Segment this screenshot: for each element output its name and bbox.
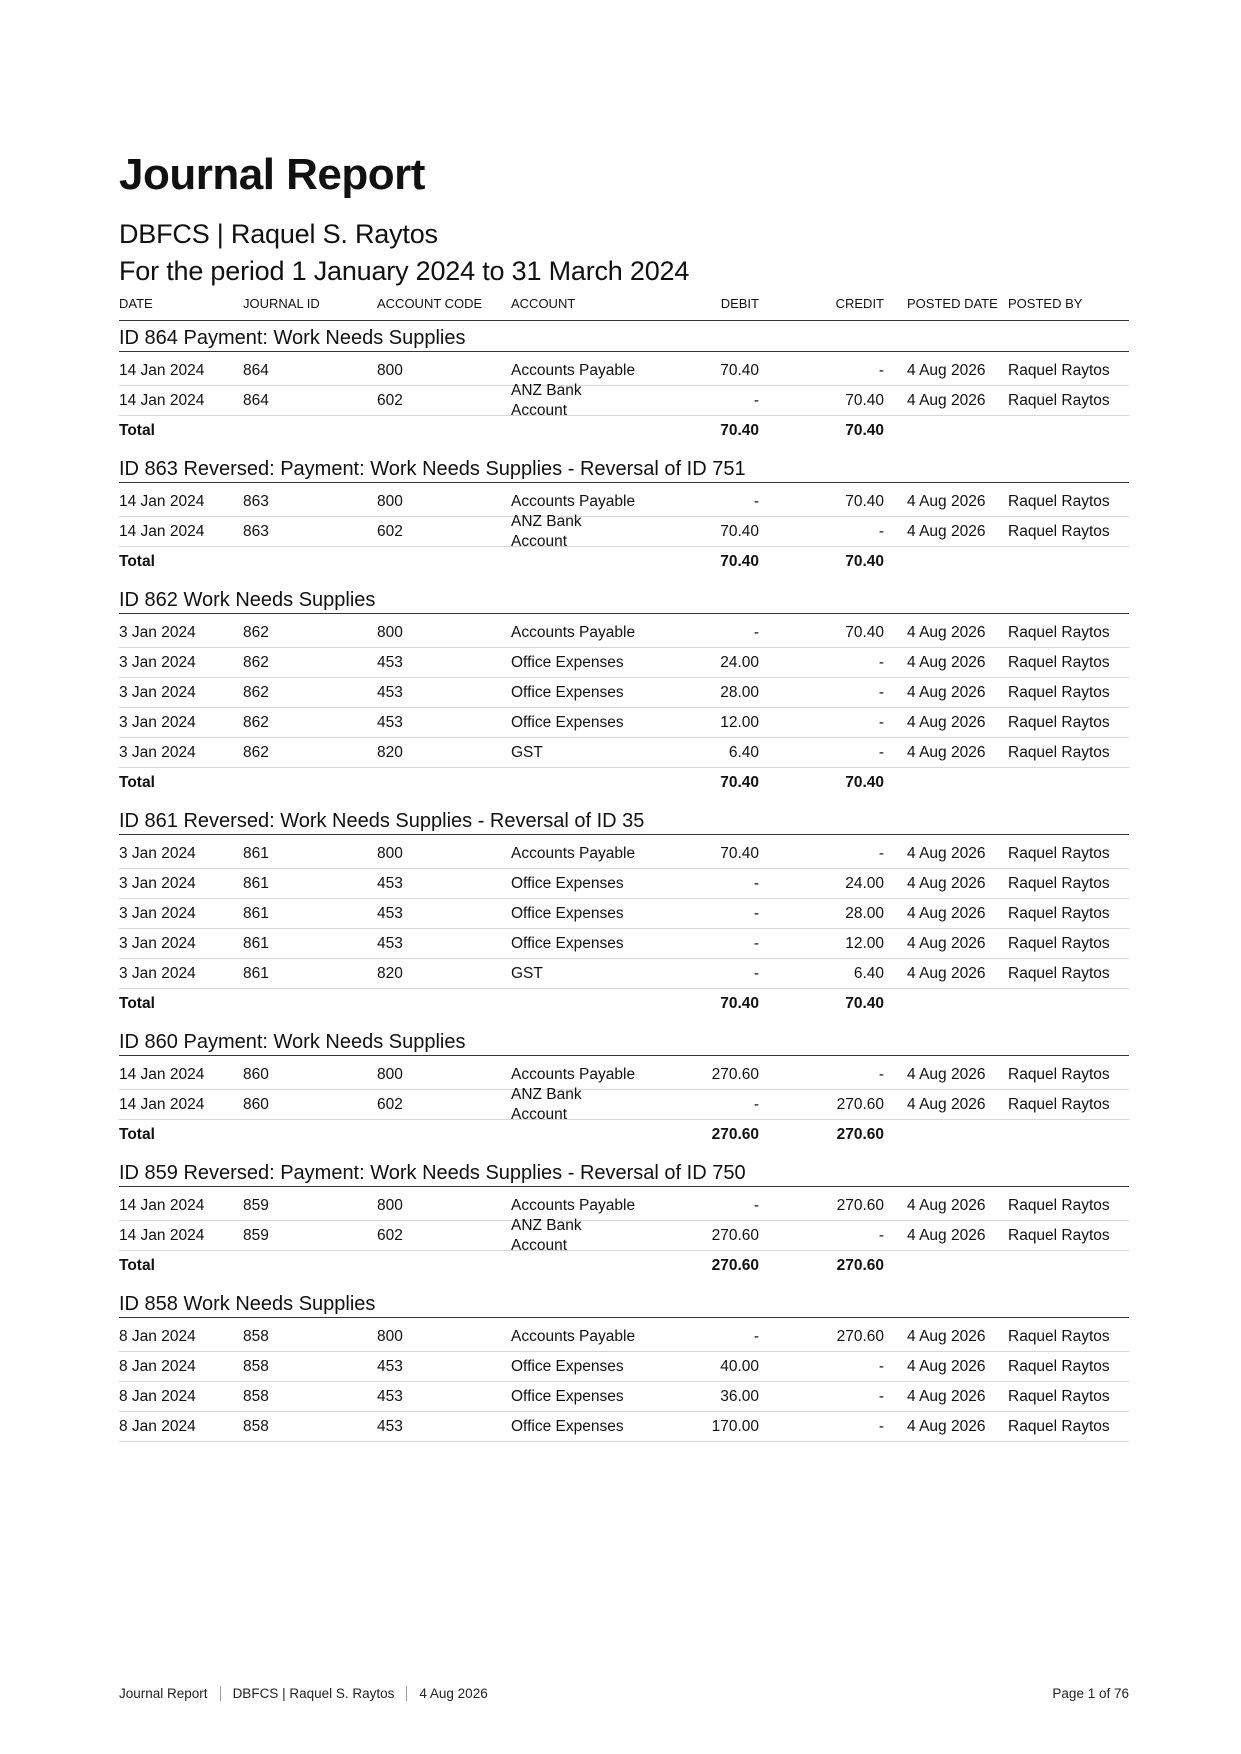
total-debit: 70.40 xyxy=(720,774,759,791)
cell-posted-by: Raquel Raytos xyxy=(1008,522,1110,540)
cell-posted-date: 4 Aug 2026 xyxy=(907,1387,986,1405)
cell-debit: 70.40 xyxy=(720,361,759,379)
cell-credit: - xyxy=(878,683,884,701)
column-header-credit: CREDIT xyxy=(835,296,884,311)
cell-debit: - xyxy=(753,623,759,641)
cell-date: 14 Jan 2024 xyxy=(119,361,205,379)
cell-journal-id: 864 xyxy=(243,361,269,379)
cell-credit: - xyxy=(878,361,884,379)
cell-journal-id: 858 xyxy=(243,1387,269,1405)
column-header-posted-by: POSTED BY xyxy=(1008,296,1083,311)
cell-debit: - xyxy=(753,874,759,892)
cell-account: Accounts Payable xyxy=(511,1327,636,1345)
cell-account-code: 800 xyxy=(377,844,403,862)
cell-posted-by: Raquel Raytos xyxy=(1008,1387,1110,1405)
cell-credit: 70.40 xyxy=(845,623,884,641)
total-credit: 70.40 xyxy=(845,422,884,439)
cell-date: 3 Jan 2024 xyxy=(119,743,196,761)
column-header-date: DATE xyxy=(119,296,153,311)
journal-group-title: ID 862 Work Needs Supplies xyxy=(119,589,1129,614)
cell-debit: - xyxy=(753,492,759,510)
cell-account: Office Expenses xyxy=(511,874,624,892)
cell-posted-date: 4 Aug 2026 xyxy=(907,743,986,761)
cell-date: 3 Jan 2024 xyxy=(119,713,196,731)
cell-date: 3 Jan 2024 xyxy=(119,653,196,671)
cell-posted-by: Raquel Raytos xyxy=(1008,623,1110,641)
total-label: Total xyxy=(119,553,155,570)
cell-account: Office Expenses xyxy=(511,1387,624,1405)
cell-date: 14 Jan 2024 xyxy=(119,1226,205,1244)
cell-date: 3 Jan 2024 xyxy=(119,964,196,982)
cell-debit: 170.00 xyxy=(711,1417,759,1435)
cell-debit: - xyxy=(753,1196,759,1214)
column-header-account: ACCOUNT xyxy=(511,296,576,311)
cell-account: Office Expenses xyxy=(511,904,624,922)
cell-posted-date: 4 Aug 2026 xyxy=(907,844,986,862)
cell-posted-date: 4 Aug 2026 xyxy=(907,361,986,379)
cell-debit: 12.00 xyxy=(720,713,759,731)
cell-account: Accounts Payable xyxy=(511,844,636,862)
cell-posted-by: Raquel Raytos xyxy=(1008,1327,1110,1345)
page-footer xyxy=(119,1686,1129,1701)
journal-total-row xyxy=(119,1120,1129,1150)
cell-date: 14 Jan 2024 xyxy=(119,1196,205,1214)
journal-line-row xyxy=(119,1352,1129,1382)
cell-posted-date: 4 Aug 2026 xyxy=(907,1226,986,1244)
cell-posted-by: Raquel Raytos xyxy=(1008,1196,1110,1214)
cell-credit: 24.00 xyxy=(845,874,884,892)
journal-total-row xyxy=(119,416,1129,446)
cell-posted-date: 4 Aug 2026 xyxy=(907,1196,986,1214)
cell-account-code: 800 xyxy=(377,1065,403,1083)
cell-debit: 36.00 xyxy=(720,1387,759,1405)
journal-total-row xyxy=(119,547,1129,577)
total-credit: 270.60 xyxy=(836,1257,884,1274)
cell-posted-date: 4 Aug 2026 xyxy=(907,934,986,952)
cell-account: Office Expenses xyxy=(511,1417,624,1435)
total-label: Total xyxy=(119,1126,155,1143)
footer-organisation: DBFCS | Raquel S. Raytos xyxy=(220,1686,407,1701)
cell-journal-id: 862 xyxy=(243,623,269,641)
cell-account-code: 800 xyxy=(377,623,403,641)
cell-credit: - xyxy=(878,1417,884,1435)
journal-line-row xyxy=(119,929,1129,959)
cell-date: 14 Jan 2024 xyxy=(119,1065,205,1083)
cell-account-code: 602 xyxy=(377,1226,403,1244)
cell-debit: 40.00 xyxy=(720,1357,759,1375)
cell-posted-date: 4 Aug 2026 xyxy=(907,623,986,641)
cell-debit: 6.40 xyxy=(728,743,759,761)
cell-journal-id: 863 xyxy=(243,522,269,540)
journal-total-row xyxy=(119,989,1129,1019)
cell-posted-by: Raquel Raytos xyxy=(1008,874,1110,892)
cell-credit: 270.60 xyxy=(836,1327,884,1345)
cell-account: ANZ Bank Account xyxy=(511,381,582,419)
cell-account-code: 453 xyxy=(377,1357,403,1375)
cell-posted-by: Raquel Raytos xyxy=(1008,492,1110,510)
column-header-row xyxy=(119,296,1129,321)
cell-posted-date: 4 Aug 2026 xyxy=(907,683,986,701)
footer-page-number: Page 1 of 76 xyxy=(1052,1686,1129,1701)
column-header-posted-date: POSTED DATE xyxy=(907,296,998,311)
total-label: Total xyxy=(119,774,155,791)
total-credit: 270.60 xyxy=(836,1126,884,1143)
cell-account-code: 800 xyxy=(377,1196,403,1214)
cell-date: 14 Jan 2024 xyxy=(119,492,205,510)
cell-debit: - xyxy=(753,1327,759,1345)
cell-credit: - xyxy=(878,653,884,671)
cell-account: Accounts Payable xyxy=(511,492,636,510)
cell-posted-by: Raquel Raytos xyxy=(1008,904,1110,922)
total-credit: 70.40 xyxy=(845,995,884,1012)
cell-date: 3 Jan 2024 xyxy=(119,934,196,952)
cell-debit: 270.60 xyxy=(711,1065,759,1083)
cell-journal-id: 861 xyxy=(243,964,269,982)
cell-account-code: 602 xyxy=(377,522,403,540)
cell-credit: 70.40 xyxy=(845,391,884,409)
cell-account-code: 800 xyxy=(377,1327,403,1345)
journal-line-row xyxy=(119,618,1129,648)
journal-line-row xyxy=(119,648,1129,678)
cell-posted-by: Raquel Raytos xyxy=(1008,844,1110,862)
cell-debit: 28.00 xyxy=(720,683,759,701)
cell-posted-by: Raquel Raytos xyxy=(1008,934,1110,952)
total-debit: 270.60 xyxy=(711,1257,759,1274)
cell-journal-id: 861 xyxy=(243,904,269,922)
journal-line-row xyxy=(119,1382,1129,1412)
cell-account-code: 453 xyxy=(377,683,403,701)
cell-credit: 270.60 xyxy=(836,1196,884,1214)
cell-posted-by: Raquel Raytos xyxy=(1008,683,1110,701)
cell-credit: - xyxy=(878,743,884,761)
cell-debit: 70.40 xyxy=(720,522,759,540)
cell-account-code: 453 xyxy=(377,934,403,952)
column-header-journal-id: JOURNAL ID xyxy=(243,296,320,311)
cell-date: 8 Jan 2024 xyxy=(119,1357,196,1375)
cell-debit: - xyxy=(753,1095,759,1113)
cell-posted-date: 4 Aug 2026 xyxy=(907,653,986,671)
cell-posted-date: 4 Aug 2026 xyxy=(907,1417,986,1435)
cell-date: 8 Jan 2024 xyxy=(119,1387,196,1405)
cell-account: Office Expenses xyxy=(511,653,624,671)
cell-account-code: 453 xyxy=(377,904,403,922)
cell-journal-id: 861 xyxy=(243,934,269,952)
cell-account: Accounts Payable xyxy=(511,1196,636,1214)
cell-debit: 70.40 xyxy=(720,844,759,862)
cell-credit: - xyxy=(878,713,884,731)
cell-account: Accounts Payable xyxy=(511,361,636,379)
cell-account-code: 453 xyxy=(377,1387,403,1405)
cell-journal-id: 863 xyxy=(243,492,269,510)
total-label: Total xyxy=(119,1257,155,1274)
cell-credit: 28.00 xyxy=(845,904,884,922)
journal-total-row xyxy=(119,1251,1129,1281)
cell-credit: - xyxy=(878,844,884,862)
report-title: Journal Report xyxy=(119,150,425,199)
cell-journal-id: 861 xyxy=(243,844,269,862)
cell-journal-id: 858 xyxy=(243,1357,269,1375)
cell-posted-date: 4 Aug 2026 xyxy=(907,522,986,540)
cell-journal-id: 864 xyxy=(243,391,269,409)
cell-debit: - xyxy=(753,934,759,952)
journal-group-title: ID 859 Reversed: Payment: Work Needs Supplies - Reversal of ID 750 xyxy=(119,1162,1129,1187)
cell-journal-id: 859 xyxy=(243,1226,269,1244)
total-label: Total xyxy=(119,422,155,439)
cell-posted-date: 4 Aug 2026 xyxy=(907,964,986,982)
cell-account-code: 453 xyxy=(377,713,403,731)
cell-posted-date: 4 Aug 2026 xyxy=(907,1095,986,1113)
cell-posted-by: Raquel Raytos xyxy=(1008,361,1110,379)
cell-posted-by: Raquel Raytos xyxy=(1008,1095,1110,1113)
cell-posted-date: 4 Aug 2026 xyxy=(907,1357,986,1375)
cell-posted-date: 4 Aug 2026 xyxy=(907,904,986,922)
footer-report-name: Journal Report xyxy=(119,1686,208,1701)
cell-posted-date: 4 Aug 2026 xyxy=(907,492,986,510)
total-credit: 70.40 xyxy=(845,774,884,791)
cell-date: 3 Jan 2024 xyxy=(119,844,196,862)
journal-line-row xyxy=(119,1322,1129,1352)
journal-line-row xyxy=(119,512,1129,550)
cell-journal-id: 858 xyxy=(243,1327,269,1345)
cell-account: Accounts Payable xyxy=(511,1065,636,1083)
journal-group-title: ID 864 Payment: Work Needs Supplies xyxy=(119,327,1129,352)
cell-credit: 12.00 xyxy=(845,934,884,952)
cell-debit: - xyxy=(753,391,759,409)
cell-journal-id: 861 xyxy=(243,874,269,892)
column-header-account-code: ACCOUNT CODE xyxy=(377,296,483,311)
cell-account: Office Expenses xyxy=(511,713,624,731)
cell-posted-date: 4 Aug 2026 xyxy=(907,1065,986,1083)
total-debit: 70.40 xyxy=(720,553,759,570)
cell-date: 3 Jan 2024 xyxy=(119,904,196,922)
cell-credit: - xyxy=(878,1357,884,1375)
cell-account: GST xyxy=(511,964,543,982)
cell-credit: - xyxy=(878,522,884,540)
cell-posted-by: Raquel Raytos xyxy=(1008,964,1110,982)
cell-date: 14 Jan 2024 xyxy=(119,1095,205,1113)
cell-account-code: 820 xyxy=(377,964,403,982)
cell-date: 8 Jan 2024 xyxy=(119,1417,196,1435)
cell-date: 14 Jan 2024 xyxy=(119,522,205,540)
cell-account: ANZ Bank Account xyxy=(511,1085,582,1123)
cell-account-code: 820 xyxy=(377,743,403,761)
cell-posted-by: Raquel Raytos xyxy=(1008,713,1110,731)
journal-group-title: ID 861 Reversed: Work Needs Supplies - Reversal of ID 35 xyxy=(119,810,1129,835)
journal-line-row xyxy=(119,869,1129,899)
cell-posted-by: Raquel Raytos xyxy=(1008,1065,1110,1083)
journal-line-row xyxy=(119,381,1129,419)
cell-account-code: 602 xyxy=(377,391,403,409)
cell-account: Office Expenses xyxy=(511,683,624,701)
journal-line-row xyxy=(119,738,1129,768)
cell-posted-date: 4 Aug 2026 xyxy=(907,874,986,892)
cell-account-code: 800 xyxy=(377,492,403,510)
total-debit: 270.60 xyxy=(711,1126,759,1143)
cell-posted-date: 4 Aug 2026 xyxy=(907,713,986,731)
cell-posted-by: Raquel Raytos xyxy=(1008,653,1110,671)
cell-credit: 270.60 xyxy=(836,1095,884,1113)
cell-debit: - xyxy=(753,964,759,982)
cell-journal-id: 858 xyxy=(243,1417,269,1435)
journal-group-title: ID 863 Reversed: Payment: Work Needs Supplies - Reversal of ID 751 xyxy=(119,458,1129,483)
total-credit: 70.40 xyxy=(845,553,884,570)
cell-journal-id: 862 xyxy=(243,683,269,701)
cell-debit: 24.00 xyxy=(720,653,759,671)
cell-account: Office Expenses xyxy=(511,1357,624,1375)
journal-line-row xyxy=(119,708,1129,738)
cell-account-code: 453 xyxy=(377,874,403,892)
footer-date: 4 Aug 2026 xyxy=(406,1686,499,1701)
journal-group-title: ID 860 Payment: Work Needs Supplies xyxy=(119,1031,1129,1056)
cell-journal-id: 860 xyxy=(243,1065,269,1083)
journal-line-row xyxy=(119,1216,1129,1254)
cell-account: ANZ Bank Account xyxy=(511,512,582,550)
total-debit: 70.40 xyxy=(720,995,759,1012)
cell-date: 14 Jan 2024 xyxy=(119,391,205,409)
cell-credit: 70.40 xyxy=(845,492,884,510)
cell-date: 3 Jan 2024 xyxy=(119,623,196,641)
cell-credit: 6.40 xyxy=(853,964,884,982)
cell-account-code: 602 xyxy=(377,1095,403,1113)
cell-account-code: 800 xyxy=(377,361,403,379)
cell-credit: - xyxy=(878,1065,884,1083)
cell-journal-id: 862 xyxy=(243,653,269,671)
cell-account: ANZ Bank Account xyxy=(511,1216,582,1254)
total-debit: 70.40 xyxy=(720,422,759,439)
cell-account: Accounts Payable xyxy=(511,623,636,641)
cell-date: 8 Jan 2024 xyxy=(119,1327,196,1345)
cell-posted-by: Raquel Raytos xyxy=(1008,391,1110,409)
journal-total-row xyxy=(119,768,1129,798)
cell-posted-by: Raquel Raytos xyxy=(1008,1226,1110,1244)
journal-line-row xyxy=(119,959,1129,989)
journal-line-row xyxy=(119,899,1129,929)
journal-line-row xyxy=(119,1412,1129,1442)
journal-line-row xyxy=(119,1085,1129,1123)
column-header-debit: DEBIT xyxy=(720,296,759,311)
cell-credit: - xyxy=(878,1387,884,1405)
cell-account-code: 453 xyxy=(377,653,403,671)
cell-debit: - xyxy=(753,904,759,922)
cell-credit: - xyxy=(878,1226,884,1244)
journal-line-row xyxy=(119,678,1129,708)
journal-group-title: ID 858 Work Needs Supplies xyxy=(119,1293,1129,1318)
cell-debit: 270.60 xyxy=(711,1226,759,1244)
cell-account: Office Expenses xyxy=(511,934,624,952)
cell-date: 3 Jan 2024 xyxy=(119,874,196,892)
organisation-line: DBFCS | Raquel S. Raytos xyxy=(119,219,438,249)
cell-posted-by: Raquel Raytos xyxy=(1008,1357,1110,1375)
cell-account: GST xyxy=(511,743,543,761)
cell-posted-date: 4 Aug 2026 xyxy=(907,1327,986,1345)
cell-journal-id: 862 xyxy=(243,713,269,731)
period-line: For the period 1 January 2024 to 31 March 2024 xyxy=(119,256,690,286)
cell-posted-date: 4 Aug 2026 xyxy=(907,391,986,409)
journal-line-row xyxy=(119,839,1129,869)
cell-account-code: 453 xyxy=(377,1417,403,1435)
cell-journal-id: 859 xyxy=(243,1196,269,1214)
cell-posted-by: Raquel Raytos xyxy=(1008,743,1110,761)
cell-posted-by: Raquel Raytos xyxy=(1008,1417,1110,1435)
cell-journal-id: 860 xyxy=(243,1095,269,1113)
cell-journal-id: 862 xyxy=(243,743,269,761)
cell-date: 3 Jan 2024 xyxy=(119,683,196,701)
total-label: Total xyxy=(119,995,155,1012)
